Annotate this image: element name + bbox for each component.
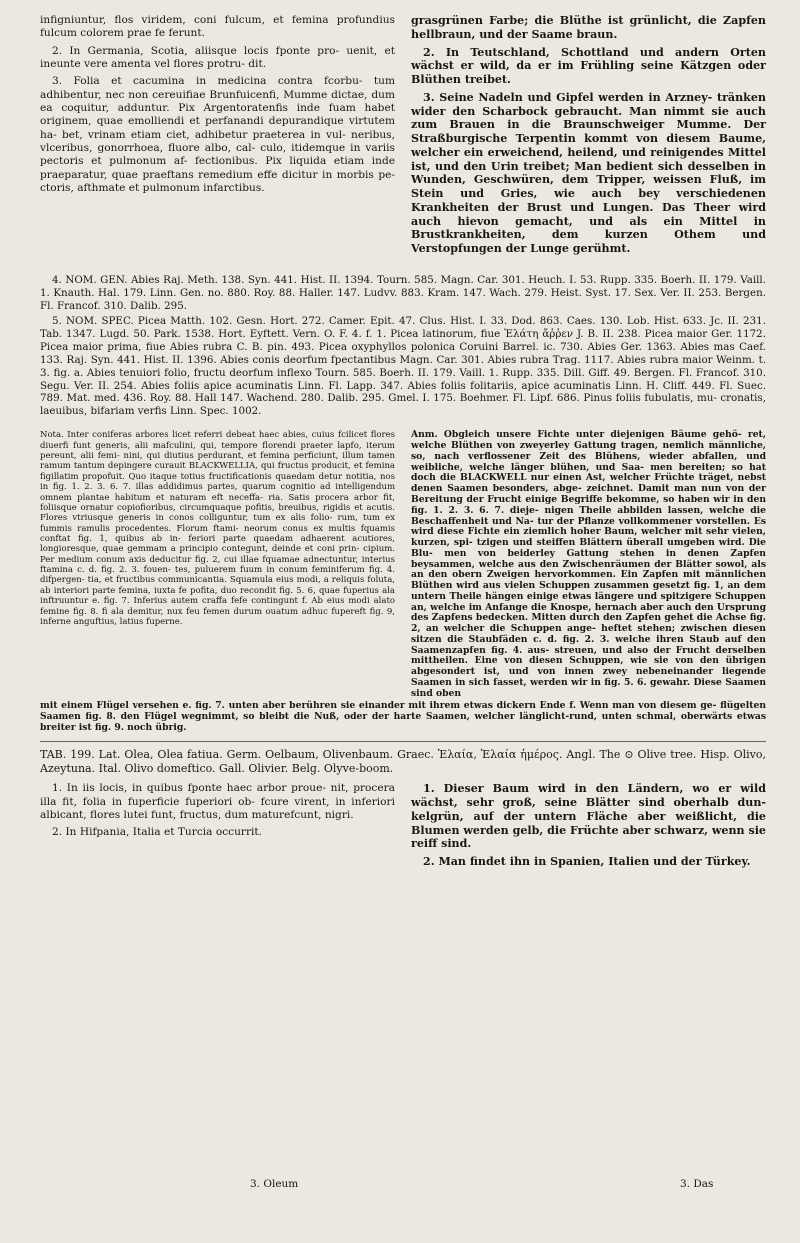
german-paragraph: 2. Man findet ihn in Spanien, Italien und der Türkey.: [423, 855, 751, 869]
latin-note-text: Nota. Inter coniferas arbores licet referri debeat haec abies, cuius fcilicet flores diuerfi funt generis, alii mafculini, qui, tempore florendi praeter lapfo, iterum pereunt, alii femi- nini, qui diutius perdurant, et femina perficiunt, illum tamen ramum tantum depingere curauit BLACKWELLIA, qui fructus producit, et femina figillatim propofuit. Quo itaque totius fructificationis quaedam detur notitia, nos in fig. 1. 2. 3. 6. 7. illas addidimus partes, quarum cognitio ad intelligendum omnem plantae habitum et naturam eft neceffa- ria. Satis procera arbor fit, foliisque ornatur copiofioribus, circumquaque pofitis, breuibus, rigidis et acutis. Flores vtriusque generis in conos colliguntur, tum ex alis folio- rum, tum ex fummis ramulis procedentes. Florum ftami- neorum conus ex multis fquamis conftat fig. 1, quibus ab in- feriori parte quaedam adhaerent acutiores, longioresque, quae gemmam a principio contegunt, deinde et coni prin- cipium. Per medium conum axis deducitur fig. 2, cui illae fquamae adnectuntur, interius ftamina c. d. fig. 2. 3. fouen- tes, puluerem fuum in conum feminiferum fig. 4. difpergen- tia, et fructibus communicantia. Squamula eius modi, a reliquis foluta, ab interiori parte femina, iuxta fe pofita, duo recondit fig. 5. 6, quae fuperius ala inftruuntur e. fig. 7. Inferius autem craffa fefe contingunt f. Ab eius modi alato femine fig. 8. fi ala demitur, nux feu femen durum ouatum adhuc fupereft fig. 9, inferne anguftius, latius fuperne.: [40, 430, 395, 627]
german-paragraph: 2. In Teutschland, Schottland und andern Orten wächst er wild, da er im Frühling seine Kätzgen oder Blüthen treibet.: [411, 45, 766, 86]
latin-column-top: [40, 14, 395, 260]
section-divider: [40, 741, 766, 742]
latin-paragraph: 2. In Germania, Scotia, aliisque locis fponte pro- uenit, et ineunte vere amenta vel flores protru- dit.: [40, 44, 395, 71]
latin-paragraph: 3. Folia et cacumina in medicina contra fcorbu- tum adhibentur, nec non cereuifiae Brunfuicenfi, Mumme dictae, dum ea coquitur, adduntur. Pix Argentoratenfis inde fuam habet originem, quae emolliendi et perfanandi depurandique virtutem ha- bet, vrinam etiam ciet, adhibetur praeterea in vul- neribus, vlceribus, gonorrhoea, fluore albo, cal- culo, itidemque in variis pectoris et pulmonum af- fectionibus. Pix liquida etiam inde praeparatur, quae praeftans remedium effe dicitur in morbis pe- ctoris, afthmate et pulmonum infarctibus.: [40, 75, 395, 195]
latin-note: [40, 430, 395, 699]
latin-paragraph: 1. In iis locis, in quibus fponte haec arbor proue- nit, procera illa fit, folia in fuperficie fuperiori ob- fcure virent, in inferiori albicant, flores lutei funt, fructus, dum maturefcunt, nigri.: [40, 782, 395, 822]
latin-paragraph: infigniuntur, flos viridem, coni fulcum, et femina profundius fulcum colorem prae fe ferunt.: [40, 14, 395, 40]
latin-paragraph: 2. In Hifpania, Italia et Turcia occurrit.: [52, 826, 263, 839]
genus-synonyms: 4. NOM. GEN. Abies Raj. Meth. 138. Syn. 441. Hist. II. 1394. Tourn. 585. Magn. Car. 301. Heuch. I. 53. Rupp. 335. Boerh. II. 179. Vaill. 1. Knauth. Hal. 179. Linn. Gen. no. 880. Roy. 88. Haller. 147. Ludvv. 883. Kram. 147. Wach. 279. Heist. Syst. 17. Sex. Ver. II. 253. Bergen. Fl. Francof. 310. Dalib. 295.: [40, 273, 766, 312]
species-synonyms: 5. NOM. SPEC. Picea Matth. 102. Gesn. Hort. 272. Camer. Epit. 47. Clus. Hist. I. 33. Dod. 863. Caes. 130. Lob. Hist. 633. Jc. II. 231. Tab. 1347. Lugd. 50. Park. 1538. Hort. Eyftett. Vern. O. F. 4. f. 1. Picea latinorum, fiue Ἐλάτη ἄῤῥεν J. B. II. 238. Picea maior Ger. 1172. Picea maior prima, fiue Abies rubra C. B. pin. 493. Picea oxyphyllos polonica Coruini Barrel. ic. 730. Abies Ger. 1363. Abies mas Caef. 133. Raj. Syn. 441. Hist. II. 1396. Abies conis deorfum fpectantibus Magn. Car. 301. Abies rubra Trag. 1117. Abies rubra maior Weinm. t. 3. fig. a. Abies tenuiori folio, fructu deorfum inflexo Tourn. 585. Boerh. II. 179. Vaill. 1. Rupp. 335. Dill. Giff. 49. Bergen. Fl. Francof. 310. Segu. Ver. II. 254. Abies foliis apice acuminatis Linn. Fl. Lapp. 347. Abies foliis folitariis, apice acuminatis Linn. H. Cliff. 449. Fl. Suec. 789. Mat. med. 436. Roy. 88. Hall 147. Wachend. 280. Dalib. 295. Gmel. I. 175. Boehmer. Fl. Lipf. 686. Pinus foliis fubulatis, mu- cronatis, laeuibus, bifariam verfis Linn. Spec. 1002.: [40, 314, 766, 418]
catchword-latin: 3. Oleum: [250, 1178, 299, 1190]
plate-heading: TAB. 199. Lat. Olea, Olea fatiua. Germ. Oelbaum, Olivenbaum. Graec. Ἐλαία, Ἐλαία ἡμέρος. Angl. The ⊙ Olive tree. Hisp. Olivo, Azeytuna. Ital. Olivo domeftico. Gall. Olivier. Belg. Olyve-boom.: [40, 748, 766, 776]
german-paragraph: 1. Dieser Baum wird in den Ländern, wo er wild wächst, sehr groß, seine Blätter sind oberhalb dun- kelgrün, auf der untern Fläche aber weißlicht, die Blumen werden gelb, die Früchte aber schwarz, wenn sie reiff sind.: [411, 782, 766, 851]
notes-section: [40, 430, 766, 699]
german-paragraph: grasgrünen Farbe; die Blüthe ist grünlicht, die Zapfen hellbraun, und der Saame braun.: [411, 14, 766, 41]
german-column-bottom: [411, 782, 766, 873]
bottom-section: [40, 782, 766, 873]
german-paragraph: 3. Seine Nadeln und Gipfel werden in Arzney- tränken wider den Scharbock gebraucht. Man nimmt sie auch zum Brauen in die Braunschweiger Mumme. Der Straßburgische Terpentin kommt von diesem Baume, welcher ein erweichend, heilend, und reinigendes Mittel ist, und den Urin treibet; Man bedient sich desselben in Wunden, Geschwüren, dem Tripper, weissen Fluß, im Stein und Gries, wie auch bey verschiedenen Krankheiten der Brust und Lungen. Das Theer wird auch hievon gemacht, und als ein Mittel in Brustkrankheiten, dem kurzen Othem und Verstopfungen der Lunge gerühmt.: [411, 90, 766, 255]
top-section: [40, 14, 766, 260]
german-note: [411, 430, 766, 699]
german-column-top: [411, 14, 766, 260]
german-note-text: Anm. Obgleich unsere Fichte unter diejenigen Bäume gehö- ret, welche Blüthen von zweyerley Gattung tragen, nemlich männliche, so, nach verflossener Zeit des Blühens, wieder abfallen, und weibliche, welche länger blühen, und Saa- men bereiten; so hat doch die BLACKWELL nur einen Ast, welcher Früchte träget, nebst denen Saamen besonders, abge- zeichnet. Damit man nun von der Bereitung der Frucht einige Begriffe bekomme, so haben wir in den fig. 1. 2. 3. 6. 7. dieje- nigen Theile abbilden lassen, welche die Beschaffenheit und Na- tur der Pflanze vollkommener vorstellen. Es wird diese Fichte ein ziemlich hoher Baum, welcher mit sehr vielen, kurzen, spi- tzigen und steiffen Blättern überall umgeben wird. Die Blu- men von beiderley Gattung stehen in denen Zapfen beysammen, welche aus den Zwischenräumen der Blätter sowol, als an den obern Zweigen hervorkommen. Ein Zapfen mit männlichen Blüthen wird aus vielen Schuppen zusammen gesetzt fig. 1, an dem untern Theile hängen einige etwas längere und spitzigere Schuppen an, welche im Anfange die Knospe, hernach aber auch den Ursprung des Zapfens bedecken. Mitten durch den Zapfen gehet die Achse fig. 2, an welcher die Schuppen ange- heftet stehen; zwischen diesen sitzen die Staubfäden c. d. fig. 2. 3. welche ihren Staub auf den Saamenzapfen fig. 4. aus- streuen, und also der Frucht derselben mittheilen. Eine von diesen Schuppen, wie sie von den übrigen abgesondert ist, und von innen zwey nebeneinander liegende Saamen in sich fasset, werden wir in fig. 5. 6. gewahr. Diese Saamen sind oben: [411, 429, 766, 699]
german-note-continuation: mit einem Flügel versehen e. fig. 7. unten aber berühren sie einander mit ihrem etwas dickern Ende f. Wenn man von diesem ge- flügelten Saamen fig. 8. den Flügel wegnimmt, so bleibt die Nuß, oder der harte Saamen, welcher länglicht-rund, unten schmal, oberwärts etwas breiter ist fig. 9. noch übrig.: [40, 699, 766, 733]
catchword-german: 3. Das: [680, 1178, 714, 1190]
synonyms-section: [40, 274, 766, 419]
latin-column-bottom: [40, 782, 395, 873]
